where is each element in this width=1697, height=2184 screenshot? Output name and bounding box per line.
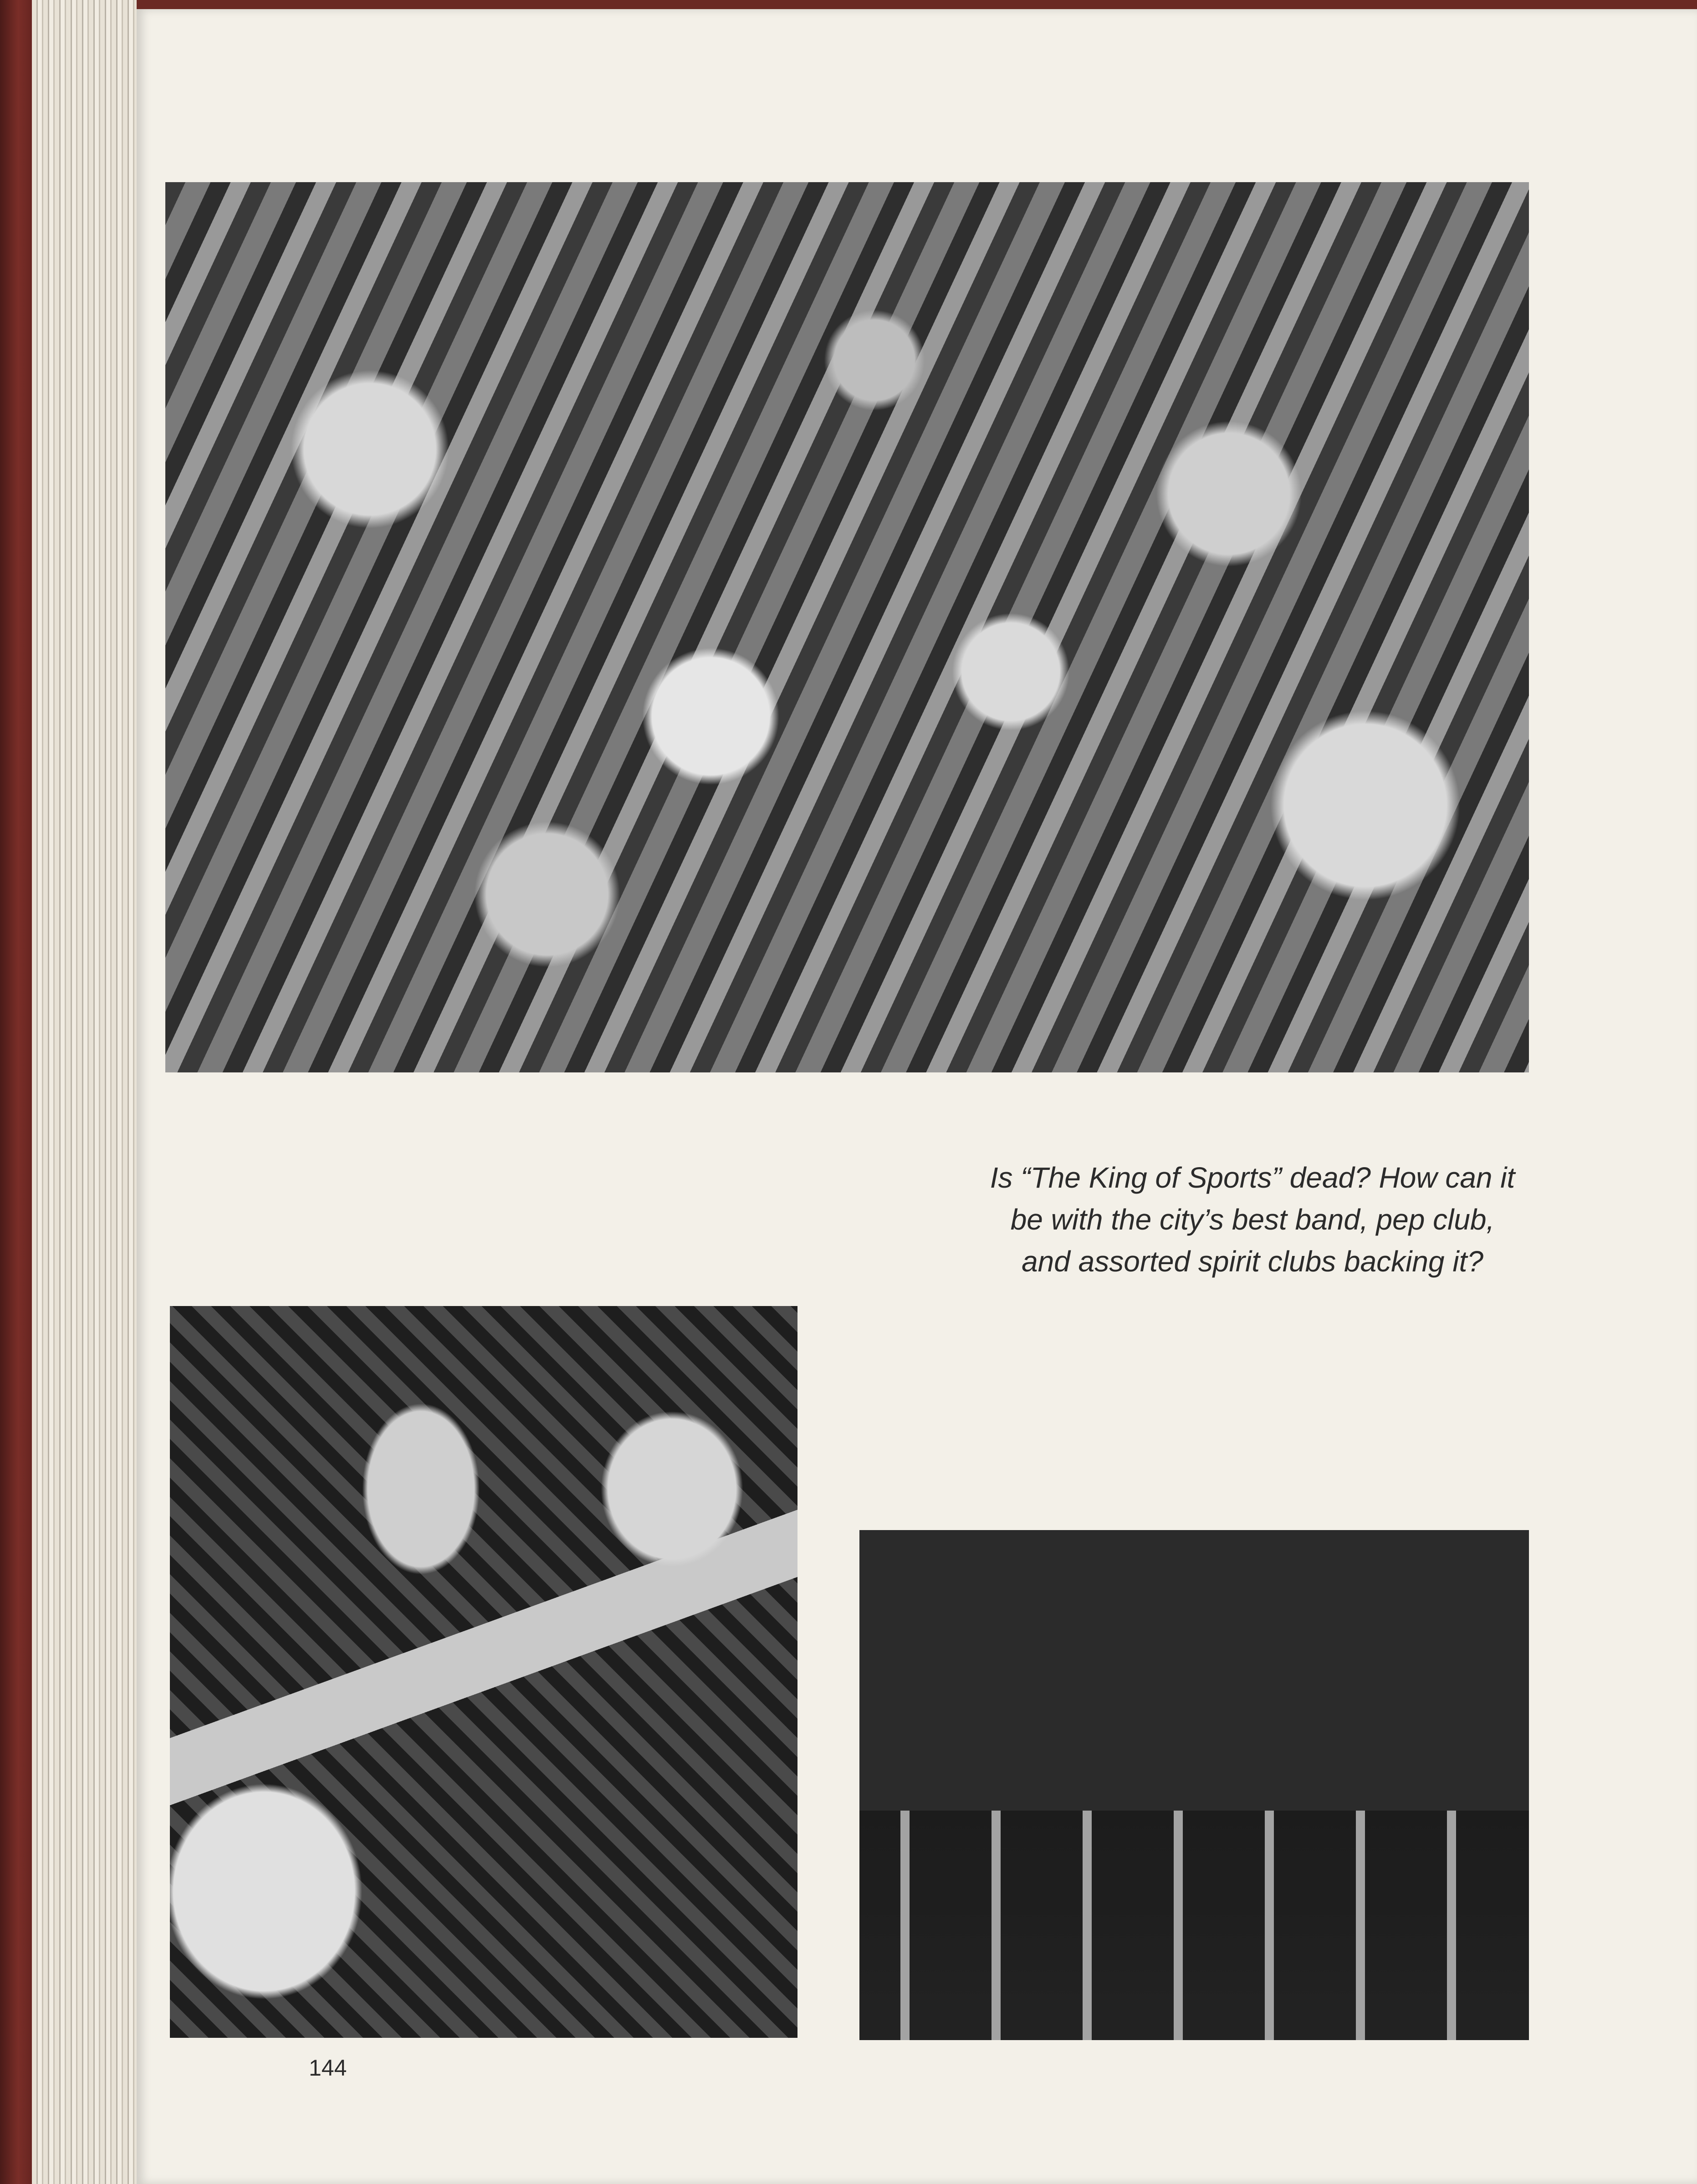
page-stack-edges <box>32 0 137 2184</box>
caption-line: be with the city’s best band, pep club, <box>1010 1203 1495 1236</box>
page-number: 144 <box>309 2055 347 2081</box>
caption-line: Is “The King of Sports” dead? How can it <box>990 1161 1515 1194</box>
photo-team-bench <box>859 1530 1529 2040</box>
photo-trumpet-players <box>170 1306 797 2038</box>
cover-edge <box>91 0 1697 9</box>
photo-crowd-of-students <box>165 182 1529 1072</box>
caption-line: and assorted spirit clubs backing it? <box>1022 1245 1483 1278</box>
photo-caption <box>956 1157 1549 1282</box>
